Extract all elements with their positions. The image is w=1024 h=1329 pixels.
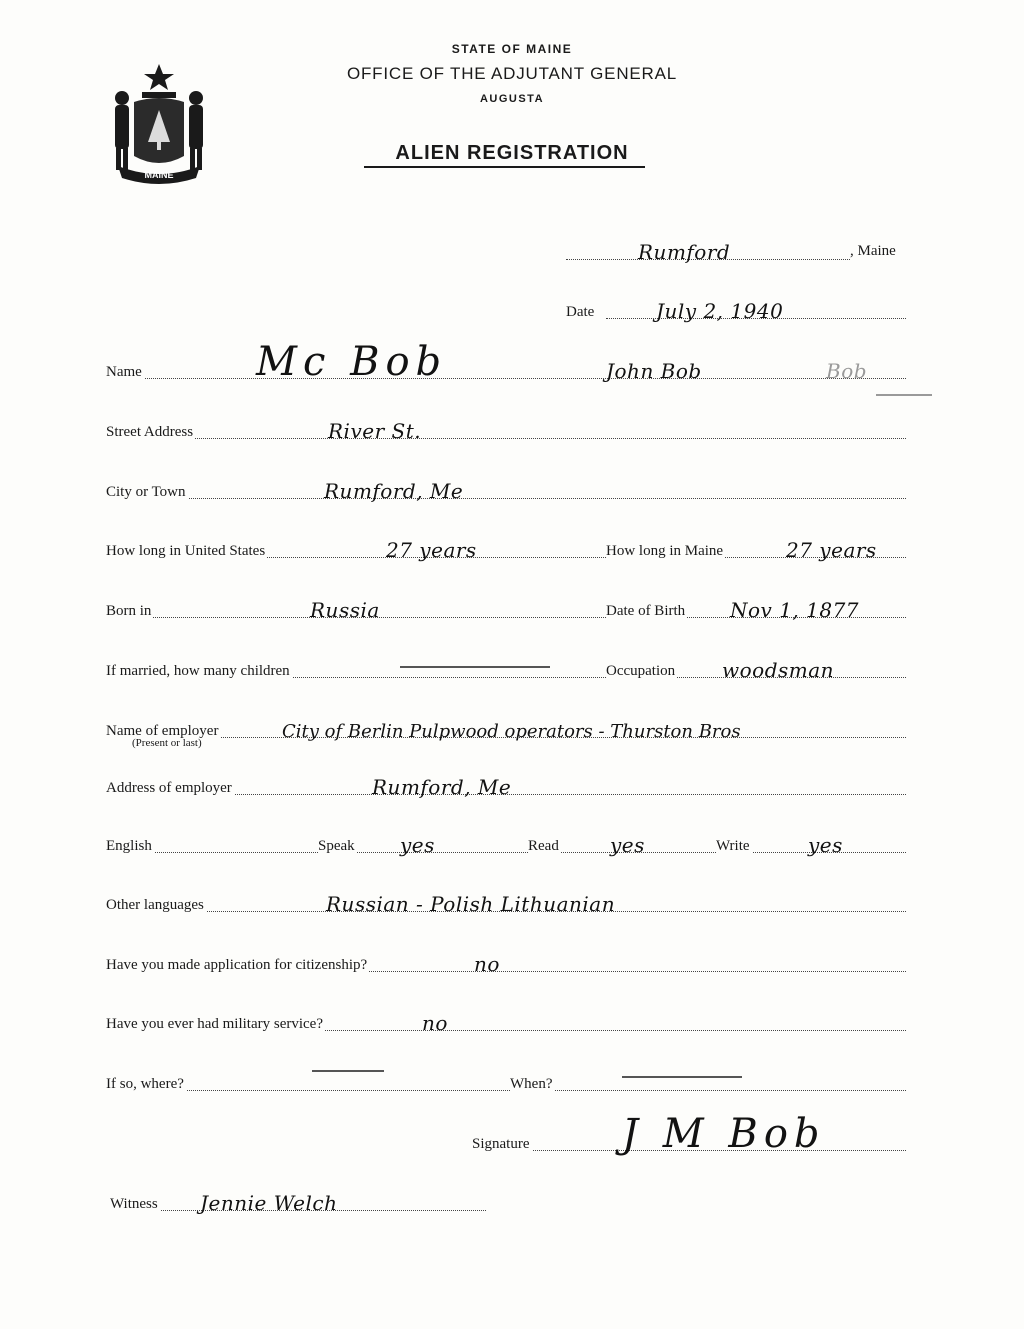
- where-label: If so, where?: [106, 1076, 184, 1092]
- city-value: Rumford, Me: [324, 479, 464, 503]
- employer-address-label: Address of employer: [106, 780, 232, 796]
- write-field: [716, 835, 906, 857]
- witness-label: Witness: [110, 1196, 158, 1212]
- military-field: [106, 1013, 906, 1035]
- english-label: English: [106, 838, 152, 854]
- dob-value: Nov 1, 1877: [730, 598, 860, 622]
- where-dash: [312, 1070, 384, 1072]
- name-last-value: Mc Bob: [256, 339, 448, 385]
- state-heading: STATE OF MAINE: [451, 42, 573, 56]
- name-first-value: John Bob: [606, 359, 702, 383]
- how-long-us-field: [106, 540, 606, 562]
- occupation-label: Occupation: [606, 663, 676, 679]
- occupation-value: woodsman: [722, 658, 835, 682]
- languages-field: [106, 894, 906, 916]
- born-label: Born in: [106, 603, 152, 619]
- witness-field: [110, 1193, 486, 1215]
- how-long-us-label: How long in United States: [106, 543, 266, 559]
- military-value: no: [422, 1011, 448, 1035]
- citizenship-label: Have you made application for citizenship?: [106, 957, 368, 973]
- military-label: Have you ever had military service?: [106, 1016, 323, 1032]
- employer-label: Name of employer: [106, 723, 219, 739]
- signature-label: Signature: [472, 1136, 530, 1152]
- date-field: [566, 301, 906, 323]
- date-label: Date: [566, 304, 595, 320]
- citizenship-value: no: [474, 952, 500, 976]
- how-long-maine-label: How long in Maine: [606, 543, 724, 559]
- languages-value: Russian - Polish Lithuanian: [326, 892, 616, 916]
- signature-value: J M Bob: [622, 1111, 826, 1157]
- witness-value: Jennie Welch: [200, 1191, 338, 1215]
- street-field: [106, 421, 906, 443]
- when-dash: [622, 1076, 742, 1078]
- children-dash: [400, 666, 550, 668]
- how-long-us-value: 27 years: [386, 538, 477, 562]
- town-value: Rumford: [638, 240, 731, 264]
- born-value: Russia: [310, 598, 380, 622]
- write-value: yes: [808, 833, 843, 857]
- employer-value: City of Berlin Pulpwood operators - Thurston Bros: [282, 721, 741, 742]
- employer-address-value: Rumford, Me: [372, 775, 512, 799]
- name-label: Name: [106, 364, 142, 380]
- dob-label: Date of Birth: [606, 603, 686, 619]
- city-label: City or Town: [106, 484, 186, 500]
- town-field: [566, 242, 850, 264]
- read-label: Read: [528, 838, 559, 854]
- children-field: [106, 660, 606, 682]
- read-field: [528, 835, 716, 857]
- employer-sublabel: (Present or last): [132, 737, 202, 749]
- english-field: [106, 835, 318, 857]
- when-label: When?: [510, 1076, 553, 1092]
- signature-field: [472, 1111, 906, 1157]
- read-value: yes: [610, 833, 645, 857]
- how-long-maine-value: 27 years: [786, 538, 877, 562]
- city-field: [106, 481, 906, 503]
- page-title: ALIEN REGISTRATION: [395, 142, 629, 164]
- citizenship-field: [106, 954, 906, 976]
- title-underline: [364, 166, 645, 168]
- name-alt-value: Bob: [826, 359, 868, 383]
- speak-value: yes: [400, 833, 435, 857]
- write-label: Write: [716, 838, 750, 854]
- employer-address-field: [106, 777, 906, 799]
- dob-field: [606, 600, 906, 622]
- maine-label: , Maine: [850, 243, 896, 259]
- street-label: Street Address: [106, 424, 194, 440]
- street-value: River St.: [328, 419, 422, 443]
- children-label: If married, how many children: [106, 663, 290, 679]
- city-heading: AUGUSTA: [479, 93, 545, 105]
- alt-name-underline: [876, 394, 932, 396]
- born-field: [106, 600, 606, 622]
- name-field: [106, 339, 906, 385]
- languages-label: Other languages: [106, 897, 204, 913]
- how-long-maine-field: [606, 540, 906, 562]
- speak-label: Speak: [318, 838, 355, 854]
- date-value: July 2, 1940: [656, 299, 784, 323]
- seal-text: MAINE: [144, 170, 174, 180]
- speak-field: [318, 835, 528, 857]
- office-heading: OFFICE OF THE ADJUTANT GENERAL: [346, 64, 678, 83]
- where-field: [106, 1073, 510, 1095]
- employer-field: [106, 720, 906, 742]
- occupation-field: [606, 660, 906, 682]
